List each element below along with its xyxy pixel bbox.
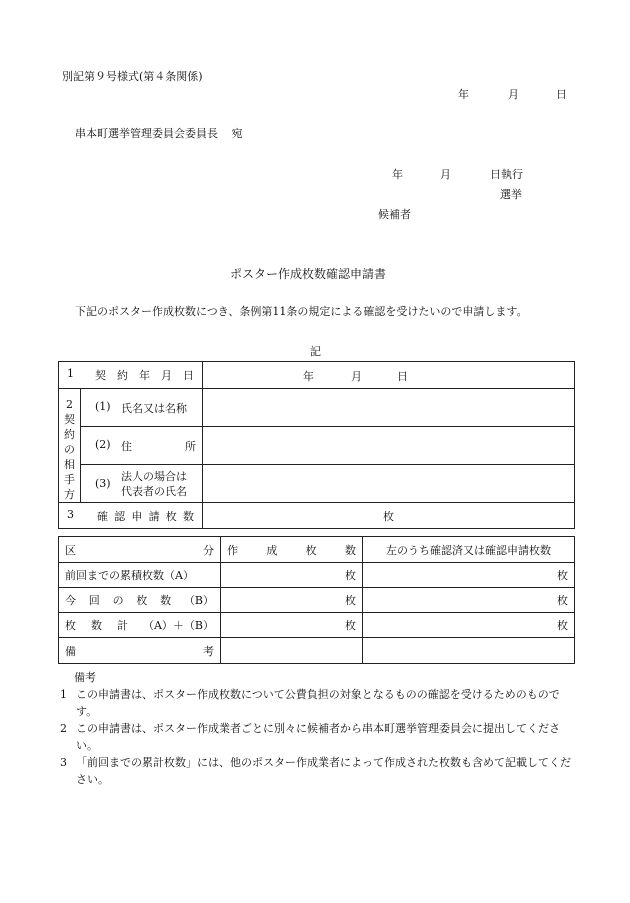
row-current-confirmed[interactable]: 枚 [363, 588, 575, 613]
row-current-created[interactable]: 枚 [221, 588, 363, 613]
row-remarks-label: 備 考 [59, 638, 221, 664]
row-total-confirmed[interactable]: 枚 [363, 613, 575, 638]
addressee-name: 串本町選挙管理委員会委員長 [75, 127, 218, 140]
header-category: 区 分 [59, 537, 221, 563]
confirm-count-value[interactable]: 枚 [203, 503, 575, 529]
note-item: 2 この申請書は、ポスター作成業者ごとに別々に候補者から串本町選挙管理委員会に提出してください。 [60, 722, 560, 752]
form-label: 別記第９号様式(第４条関係) [62, 70, 203, 83]
addressee-honorific: 宛 [231, 127, 243, 140]
election-name: 選挙 [500, 188, 522, 201]
election-month: 月 [440, 168, 451, 181]
date-day: 日 [556, 88, 567, 101]
election-day-exec: 日執行 [490, 168, 523, 181]
document-title: ポスター作成枚数確認申請書 [230, 267, 387, 281]
name-label: (1) 氏名又は名称 [81, 389, 203, 427]
row-remarks-confirmed[interactable] [363, 638, 575, 664]
representative-label: (3) 法人の場合は 代表者の氏名 [81, 465, 203, 503]
row-total-created[interactable]: 枚 [221, 613, 363, 638]
counterparty-vertical-label: 2 契 約 の 相 手 方 [59, 389, 81, 503]
date-month: 月 [508, 88, 519, 101]
row-previous-confirmed[interactable]: 枚 [363, 563, 575, 588]
election-year: 年 [392, 168, 403, 181]
count-table [58, 536, 575, 664]
date-year: 年 [458, 88, 469, 101]
notes-heading: 備考 [74, 671, 96, 684]
intro-text: 下記のポスター作成枚数につき、条例第11条の規定による確認を受けたいので申請します。 [75, 305, 528, 318]
note-item: 3 「前回までの累計枚数」には、他のポスター作成業者によって作成された枚数も含めて記載してください。 [60, 756, 571, 786]
notes-section [60, 669, 575, 788]
row-remarks-created[interactable] [221, 638, 363, 664]
row-previous-created[interactable]: 枚 [221, 563, 363, 588]
contract-table [58, 361, 575, 529]
row-previous-label: 前回までの累積枚数（A） [59, 563, 221, 588]
representative-value[interactable] [203, 465, 575, 503]
contract-date-label: 1 契 約 年 月 日 [59, 362, 203, 389]
contract-date-value[interactable]: 年 月 日 [203, 362, 575, 389]
ki-label: 記 [310, 345, 321, 358]
row-current-label: 今 回 の 枚 数 （B） [59, 588, 221, 613]
address-value[interactable] [203, 427, 575, 465]
note-item: 1 この申請書は、ポスター作成枚数について公費負担の対象となるものの確認を受けるためのものです。 [60, 688, 560, 718]
header-confirmed-count: 左のうち確認済又は確認申請枚数 [363, 537, 575, 563]
row-total-label: 枚 数 計 （A）＋（B） [59, 613, 221, 638]
header-created-count: 作 成 枚 数 [221, 537, 363, 563]
addressee [75, 125, 243, 141]
candidate-label: 候補者 [378, 208, 411, 221]
confirm-count-label: 3 確 認 申 請 枚 数 [59, 503, 203, 529]
address-label: (2) 住 所 [81, 427, 203, 465]
name-value[interactable] [203, 389, 575, 427]
